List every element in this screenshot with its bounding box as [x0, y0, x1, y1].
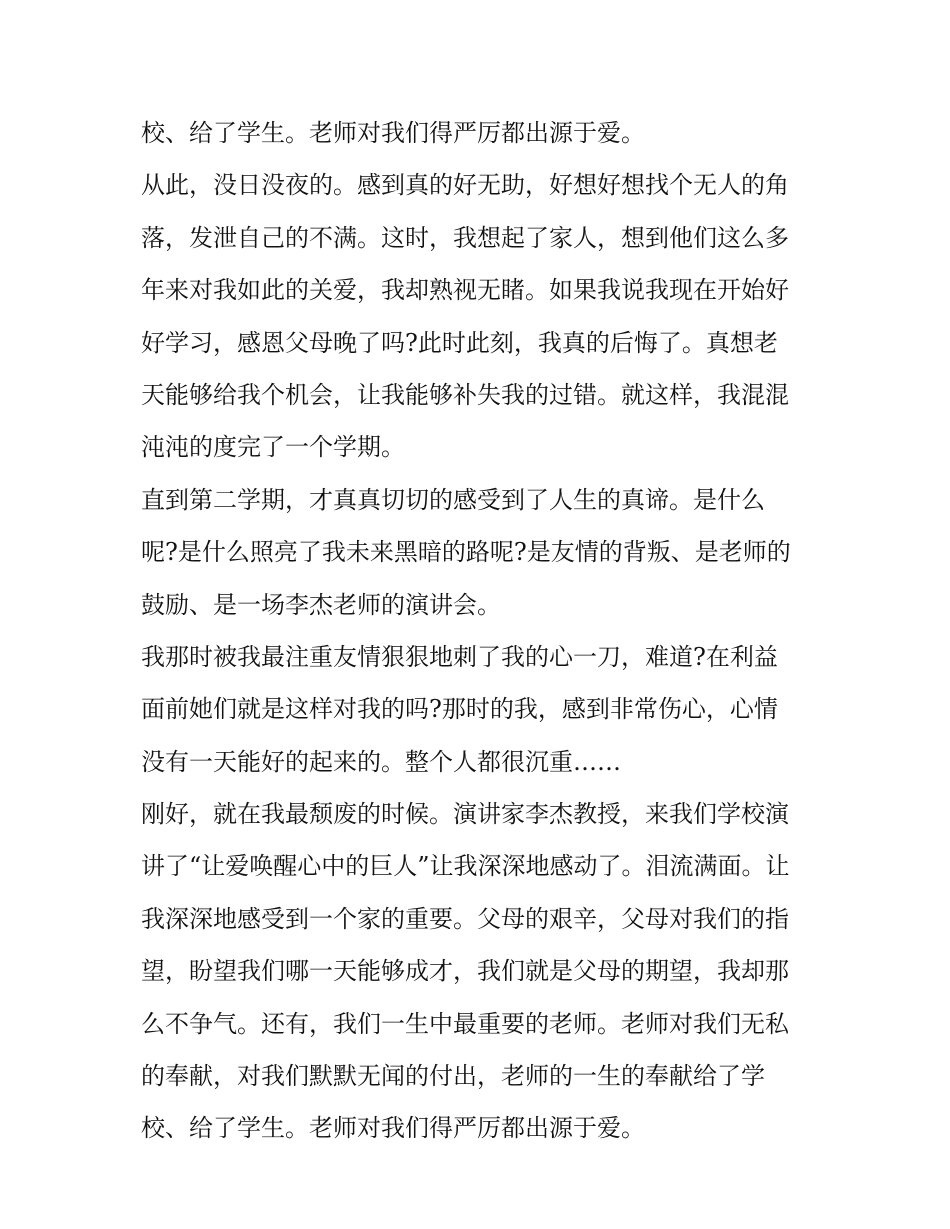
body-text — [141, 107, 821, 1155]
text-line: 年来对我如此的关爱，我却熟视无睹。如果我说我现在开始好 — [141, 276, 789, 305]
text-line: 没有一天能好的起来的。整个人都很沉重…… — [141, 747, 621, 776]
text-line: 直到第二学期，才真真切切的感受到了人生的真谛。是什么 — [141, 485, 765, 514]
text-line: 的奉献，对我们默默无闻的付出，老师的一生的奉献给了学 — [141, 1062, 765, 1091]
text-line: 从此，没日没夜的。感到真的好无助，好想好想找个无人的角 — [141, 171, 789, 200]
text-line: 面前她们就是这样对我的吗?那时的我，感到非常伤心，心情 — [141, 695, 778, 724]
text-line: 天能够给我个机会，让我能够补失我的过错。就这样，我混混 — [141, 380, 789, 409]
text-line: 望，盼望我们哪一天能够成才，我们就是父母的期望，我却那 — [141, 957, 789, 986]
text-line: 我深深地感受到一个家的重要。父母的艰辛，父母对我们的指 — [141, 904, 789, 933]
text-line: 好学习，感恩父母晚了吗?此时此刻，我真的后悔了。真想老 — [141, 328, 778, 357]
text-line: 校、给了学生。老师对我们得严厉都出源于爱。 — [141, 119, 645, 147]
text-line: 讲了“让爱唤醒心中的巨人”让我深深地感动了。泪流满面。让 — [141, 852, 790, 881]
text-line: 呢?是什么照亮了我未来黑暗的路呢?是友情的背叛、是老师的 — [141, 538, 791, 567]
text-line: 沌沌的度完了一个学期。 — [141, 433, 405, 462]
text-line: 刚好，就在我最颓废的时候。演讲家李杰教授，来我们学校演 — [141, 800, 789, 829]
text-line: 落，发泄自己的不满。这时，我想起了家人，想到他们这么多 — [141, 223, 789, 252]
text-line: 么不争气。还有，我们一生中最重要的老师。老师对我们无私 — [141, 1009, 789, 1038]
text-line: 校、给了学生。老师对我们得严厉都出源于爱。 — [141, 1114, 645, 1143]
text-line: 鼓励、是一场李杰老师的演讲会。 — [141, 590, 501, 619]
text-line: 我那时被我最注重友情狠狠地刺了我的心一刀，难道?在利益 — [141, 642, 778, 671]
